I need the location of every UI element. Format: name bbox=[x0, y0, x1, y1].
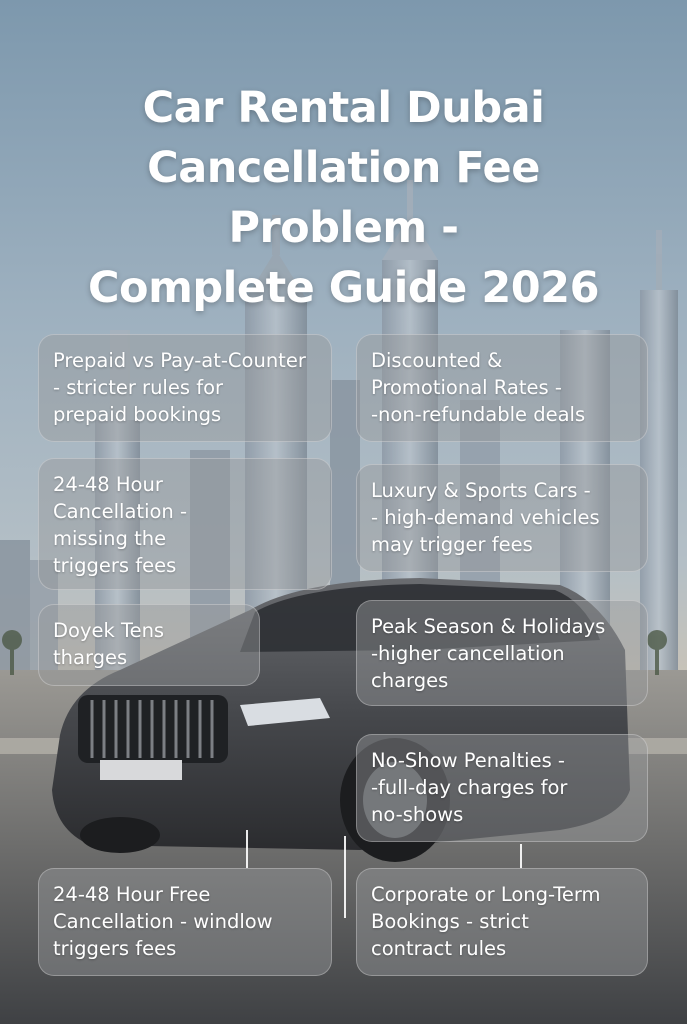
title-line-4: Complete Guide 2026 bbox=[87, 263, 599, 313]
card-luxury bbox=[356, 464, 648, 572]
card-luxury-line-3: may trigger fees bbox=[371, 533, 533, 556]
card-peak-season-line-1: Peak Season & Holidays bbox=[371, 615, 606, 638]
card-corporate-line-3: contract rules bbox=[371, 937, 507, 960]
page-title bbox=[20, 78, 667, 318]
card-free-cancellation bbox=[38, 868, 332, 976]
card-no-show bbox=[356, 734, 648, 842]
connector-line-middle bbox=[344, 836, 346, 918]
card-free-cancellation-line-3: triggers fees bbox=[53, 937, 177, 960]
card-peak-season bbox=[356, 600, 648, 706]
card-corporate bbox=[356, 868, 648, 976]
card-discounted-line-1: Discounted & bbox=[371, 349, 503, 372]
card-hour-cancellation-line-3: missing the bbox=[53, 527, 167, 550]
connector-line-left bbox=[246, 830, 248, 868]
card-prepaid-line-2: - stricter rules for bbox=[53, 376, 224, 399]
card-peak-season-line-3: charges bbox=[371, 669, 449, 692]
title-line-1: Car Rental Dubai bbox=[142, 83, 545, 133]
title-line-2: Cancellation Fee bbox=[147, 143, 540, 193]
card-doyek-line-1: Doyek Tens bbox=[53, 619, 165, 642]
card-hour-cancellation-line-2: Cancellation - bbox=[53, 500, 188, 523]
card-doyek-line-2: tharges bbox=[53, 646, 128, 669]
connector-line-right bbox=[520, 844, 522, 868]
card-prepaid bbox=[38, 334, 332, 442]
card-no-show-line-1: No-Show Penalties - bbox=[371, 749, 565, 772]
card-doyek bbox=[38, 604, 260, 686]
card-peak-season-line-2: -higher cancellation bbox=[371, 642, 565, 665]
card-corporate-line-2: Bookings - strict bbox=[371, 910, 529, 933]
card-prepaid-line-3: prepaid bookings bbox=[53, 403, 222, 426]
card-no-show-line-2: -full-day charges for bbox=[371, 776, 568, 799]
title-line-3: Problem - bbox=[228, 203, 459, 253]
card-discounted bbox=[356, 334, 648, 442]
card-free-cancellation-line-1: 24-48 Hour Free bbox=[53, 883, 211, 906]
card-hour-cancellation-line-1: 24-48 Hour bbox=[53, 473, 163, 496]
card-luxury-line-2: - high-demand vehicles bbox=[371, 506, 600, 529]
card-discounted-line-3: -non-refundable deals bbox=[371, 403, 586, 426]
card-corporate-line-1: Corporate or Long-Term bbox=[371, 883, 601, 906]
card-no-show-line-3: no-shows bbox=[371, 803, 464, 826]
card-hour-cancellation-line-4: triggers fees bbox=[53, 554, 177, 577]
card-hour-cancellation bbox=[38, 458, 332, 590]
card-discounted-line-2: Promotional Rates - bbox=[371, 376, 562, 399]
card-prepaid-line-1: Prepaid vs Pay-at-Counter bbox=[53, 349, 306, 372]
card-luxury-line-1: Luxury & Sports Cars - bbox=[371, 479, 591, 502]
card-free-cancellation-line-2: Cancellation - windlow bbox=[53, 910, 273, 933]
